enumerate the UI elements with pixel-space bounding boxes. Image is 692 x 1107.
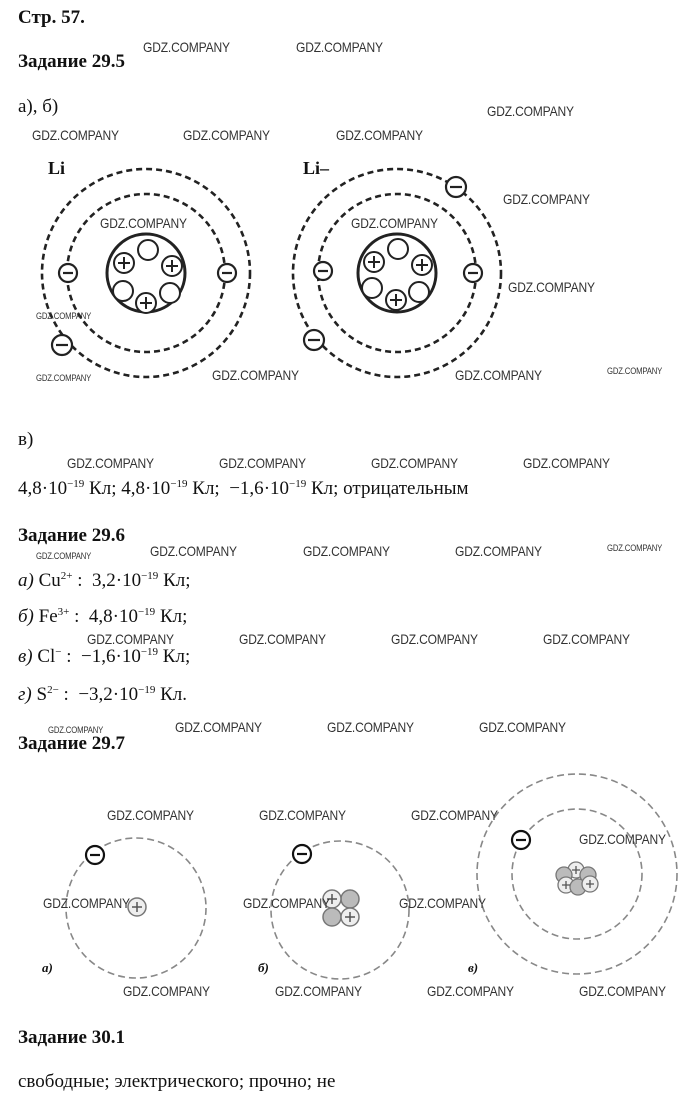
watermark: GDZ.COMPANY (371, 455, 458, 471)
watermark: GDZ.COMPANY (183, 127, 270, 143)
atom-diagrams-29-5 (0, 0, 692, 420)
neutron-icon (138, 240, 158, 260)
watermark: GDZ.COMPANY (543, 631, 630, 647)
neutron-icon (160, 283, 180, 303)
watermark: GDZ.COMPANY (123, 983, 210, 999)
diagram-label-a: а) (42, 960, 53, 975)
page-title: Стр. 57. (18, 7, 85, 28)
diagram-label-v: в) (468, 960, 479, 975)
task-29-6-heading: Задание 29.6 (18, 525, 125, 546)
neutron-icon (409, 282, 429, 302)
watermark: GDZ.COMPANY (100, 215, 187, 231)
watermark: GDZ.COMPANY (579, 831, 666, 847)
task-29-5-ab-label: а), б) (18, 96, 59, 117)
unit-2: Кл; (192, 478, 220, 499)
unit: Кл; (163, 570, 191, 591)
watermark: GDZ.COMPANY (48, 725, 104, 735)
watermark: GDZ.COMPANY (36, 373, 92, 383)
watermark: GDZ.COMPANY (607, 366, 663, 376)
ion-symbol: S (36, 684, 48, 705)
unit-3: Кл; отрицательным (310, 478, 469, 499)
watermark: GDZ.COMPANY (219, 455, 306, 471)
watermark: GDZ.COMPANY (87, 631, 174, 647)
charge-value-1: 4,8 (18, 478, 42, 499)
task-29-5-v-answer (18, 478, 469, 500)
watermark: GDZ.COMPANY (67, 455, 154, 471)
exponent: −19 (138, 684, 156, 696)
ion-symbol: Cu (38, 570, 61, 591)
item-letter: а) (18, 570, 34, 591)
watermark: GDZ.COMPANY (327, 719, 414, 735)
exponent-2: −19 (170, 478, 188, 490)
ion-charge-value: 4,8 (88, 606, 113, 627)
watermark: GDZ.COMPANY (579, 983, 666, 999)
watermark: GDZ.COMPANY (107, 807, 194, 823)
ion-charge: − (55, 646, 62, 658)
watermark: GDZ.COMPANY (427, 983, 514, 999)
diagram-label-b: б) (258, 960, 269, 975)
charge-value-3: −1,6 (229, 478, 264, 499)
item-letter: в) (18, 646, 33, 667)
ion-charge: 3+ (57, 606, 70, 618)
watermark: GDZ.COMPANY (351, 215, 438, 231)
unit: Кл; (159, 606, 188, 627)
watermark: GDZ.COMPANY (175, 719, 262, 735)
exponent: −19 (137, 606, 156, 618)
watermark: GDZ.COMPANY (455, 543, 542, 559)
ion-charge: 2− (47, 684, 59, 696)
exponent-3: −19 (289, 478, 307, 490)
watermark: GDZ.COMPANY (212, 367, 299, 383)
watermark: GDZ.COMPANY (411, 807, 498, 823)
ion-charge: 2+ (60, 570, 73, 582)
watermark: GDZ.COMPANY (239, 631, 326, 647)
watermark: GDZ.COMPANY (303, 543, 390, 559)
watermark: GDZ.COMPANY (487, 103, 574, 119)
watermark: GDZ.COMPANY (399, 895, 486, 911)
watermark: GDZ.COMPANY (259, 807, 346, 823)
ion-item-g: г) $S^{2-}$ : $-3,2\cdot 10^{-19}$ Кл. (18, 684, 187, 705)
watermark: GDZ.COMPANY (36, 311, 92, 321)
item-letter: б) (18, 606, 34, 627)
watermark: GDZ.COMPANY (143, 39, 230, 55)
watermark: GDZ.COMPANY (391, 631, 478, 647)
times-ten: ·10 (115, 646, 141, 667)
ion-item-v: в) Cl− : $-1,6\cdot 10^{-19}$ Кл; (18, 646, 191, 667)
ion-symbol: Fe (38, 606, 58, 627)
exponent: −19 (141, 570, 159, 582)
unit-1: Кл; (89, 478, 117, 499)
watermark: GDZ.COMPANY (607, 543, 663, 553)
watermark: GDZ.COMPANY (508, 279, 595, 295)
times-ten: ·10 (112, 606, 138, 627)
task-29-7-heading: Задание 29.7 (18, 733, 125, 754)
ion-charge-value: −3,2 (78, 684, 113, 705)
task-30-1-answer: свободные; электрического; прочно; не (18, 1071, 336, 1092)
charge-value-2: 4,8 (121, 478, 145, 499)
neutron-icon (388, 239, 408, 259)
times-ten-2: ·10 (144, 478, 171, 499)
exponent: −19 (140, 646, 159, 658)
times-ten-1: ·10 (41, 478, 68, 499)
times-ten-3: ·10 (263, 478, 290, 499)
ion-item-b: б) $Fe^{3+}$ : $4,8\cdot 10^{-19}$ Кл; (18, 606, 188, 627)
neutron-icon (362, 278, 382, 298)
watermark: GDZ.COMPANY (243, 895, 330, 911)
watermark: GDZ.COMPANY (455, 367, 542, 383)
atom-li-ion-label: Li– (303, 158, 330, 178)
times-ten: ·10 (112, 684, 139, 705)
watermark: GDZ.COMPANY (36, 551, 92, 561)
ion-symbol: Cl (37, 646, 56, 667)
atom-li-label: Li (48, 158, 66, 178)
watermark: GDZ.COMPANY (336, 127, 423, 143)
unit: Кл. (160, 684, 187, 705)
exponent-1: −19 (67, 478, 85, 490)
watermark: GDZ.COMPANY (32, 127, 119, 143)
item-letter: г) (18, 684, 32, 705)
watermark: GDZ.COMPANY (296, 39, 383, 55)
unit: Кл; (162, 646, 191, 667)
task-29-5-heading: Задание 29.5 (18, 51, 125, 72)
watermark: GDZ.COMPANY (523, 455, 610, 471)
times-ten: ·10 (115, 570, 142, 591)
ion-charge-value: −1,6 (81, 646, 116, 667)
watermark: GDZ.COMPANY (150, 543, 237, 559)
task-30-1-heading: Задание 30.1 (18, 1027, 125, 1048)
neutron-icon (113, 281, 133, 301)
ion-charge-value: 3,2 (92, 570, 116, 591)
watermark: GDZ.COMPANY (43, 895, 130, 911)
task-29-5-v-label: в) (18, 429, 34, 450)
watermark: GDZ.COMPANY (479, 719, 566, 735)
ion-item-a: а) $Cu^{2+}$ : $3,2\cdot 10^{-19}$ Кл; (18, 570, 191, 591)
watermark: GDZ.COMPANY (275, 983, 362, 999)
neutron-icon (341, 890, 359, 908)
watermark: GDZ.COMPANY (503, 191, 590, 207)
